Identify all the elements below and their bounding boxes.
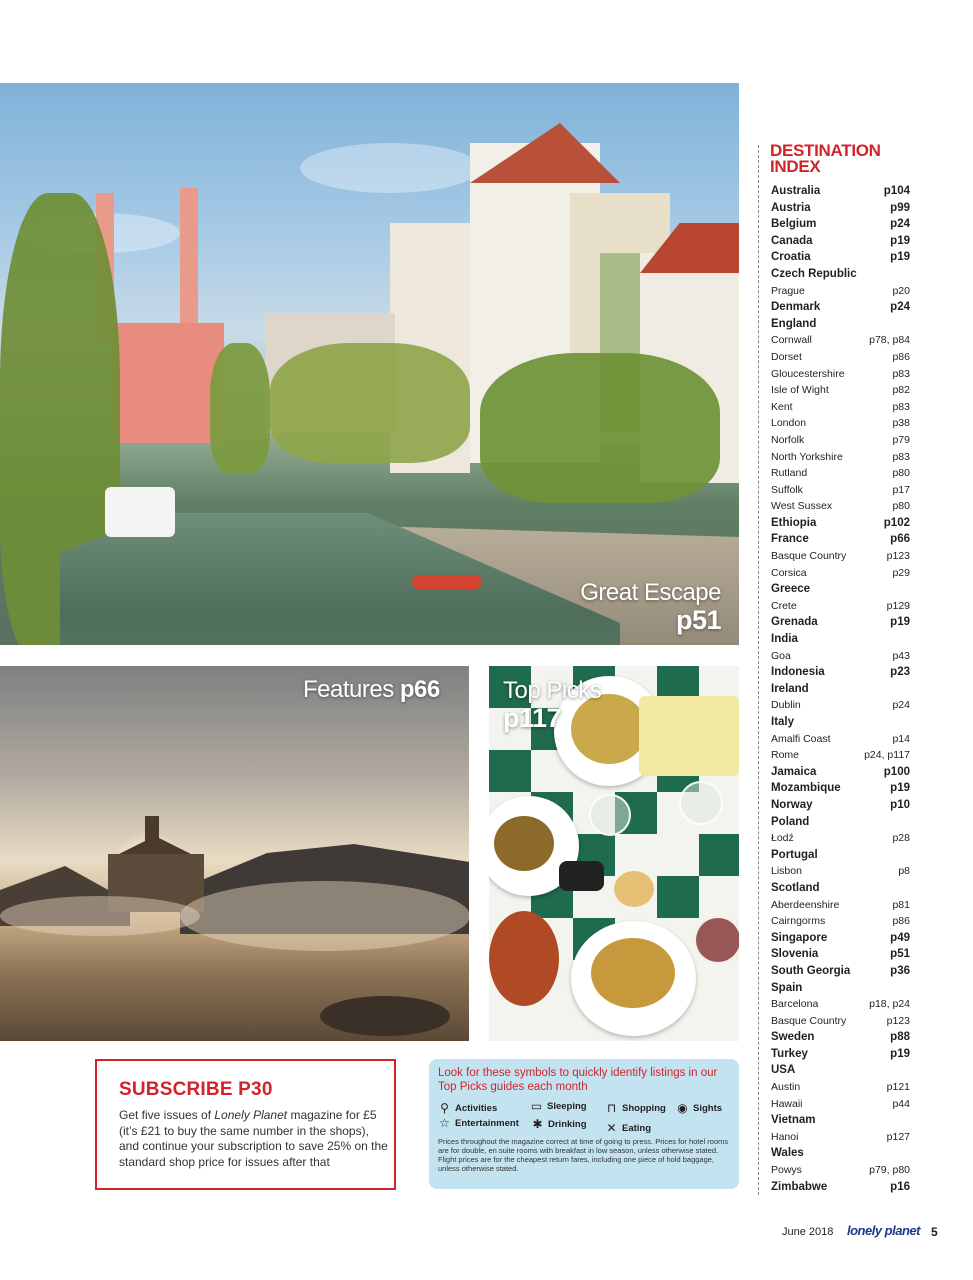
index-country-row[interactable] bbox=[771, 946, 910, 963]
index-place-row[interactable] bbox=[771, 697, 910, 714]
index-country-row[interactable] bbox=[771, 581, 910, 598]
index-entry-name: Poland bbox=[771, 815, 810, 828]
index-entry-name: Barcelona bbox=[771, 998, 819, 1011]
index-entry-name: West Sussex bbox=[771, 500, 833, 513]
subscribe-title[interactable]: SUBSCRIBE P30 bbox=[119, 1079, 273, 1100]
index-entry-name: Scotland bbox=[771, 881, 820, 894]
index-country-row[interactable] bbox=[771, 1029, 910, 1046]
index-place-row[interactable] bbox=[771, 863, 910, 880]
index-entry-page: p79 bbox=[892, 433, 910, 446]
index-place-row[interactable] bbox=[771, 913, 910, 930]
key-drinking-label: Drinking bbox=[548, 1118, 587, 1130]
index-entry-name: India bbox=[771, 633, 798, 646]
index-entry-page: p28 bbox=[892, 832, 910, 845]
index-entry-name: South Georgia bbox=[771, 964, 851, 977]
index-entry-name: Dublin bbox=[771, 699, 801, 712]
index-entry-page: p24 bbox=[892, 699, 910, 712]
index-country-row[interactable] bbox=[771, 531, 910, 548]
index-country-row[interactable] bbox=[771, 1062, 910, 1079]
index-entry-name: Portugal bbox=[771, 848, 818, 861]
index-entry-page: p86 bbox=[892, 915, 910, 928]
top-picks-label[interactable]: Top Picks bbox=[503, 677, 602, 704]
index-entry-page: p83 bbox=[892, 450, 910, 463]
index-entry-page: p8 bbox=[898, 865, 910, 878]
index-entry-name: Aberdeenshire bbox=[771, 898, 840, 911]
index-entry-name: Łodź bbox=[771, 832, 794, 845]
key-activities-label: Activities bbox=[455, 1102, 498, 1114]
index-entry-name: Rutland bbox=[771, 467, 808, 480]
index-entry-page: p16 bbox=[890, 1180, 910, 1193]
cutlery-icon: ✕ bbox=[606, 1121, 617, 1135]
key-entertainment bbox=[438, 1116, 519, 1130]
index-country-row[interactable] bbox=[771, 780, 910, 797]
index-place-row[interactable] bbox=[771, 1079, 910, 1096]
key-sleeping-label: Sleeping bbox=[547, 1100, 587, 1112]
index-entry-name: Basque Country bbox=[771, 1014, 847, 1027]
index-entry-page: p78, p84 bbox=[869, 334, 910, 347]
index-entry-name: Powys bbox=[771, 1164, 802, 1177]
index-entry-name: North Yorkshire bbox=[771, 450, 843, 463]
index-place-row[interactable] bbox=[771, 548, 910, 565]
bag-icon: ⊓ bbox=[606, 1101, 617, 1115]
features-photo-chapel bbox=[0, 666, 469, 1041]
index-country-row[interactable] bbox=[771, 664, 910, 681]
index-entry-name: Wales bbox=[771, 1147, 804, 1160]
index-place-row[interactable] bbox=[771, 565, 910, 582]
lonely-planet-logo: lonely planet bbox=[847, 1223, 920, 1238]
index-country-row[interactable] bbox=[771, 631, 910, 648]
eye-icon: ◉ bbox=[677, 1101, 688, 1115]
index-entry-page: p20 bbox=[892, 284, 910, 297]
index-country-row[interactable] bbox=[771, 614, 910, 631]
index-place-row[interactable] bbox=[771, 1096, 910, 1113]
key-sights bbox=[676, 1101, 722, 1115]
index-entry-page: p121 bbox=[886, 1081, 910, 1094]
key-sights-label: Sights bbox=[693, 1102, 723, 1114]
index-entry-name: Cairngorms bbox=[771, 915, 826, 928]
index-entry-page: p123 bbox=[886, 550, 910, 563]
key-eating-label: Eating bbox=[622, 1122, 652, 1134]
index-entry-name: Mozambique bbox=[771, 782, 841, 795]
index-entry-page: p66 bbox=[890, 533, 910, 546]
index-entry-page: p10 bbox=[890, 798, 910, 811]
destination-index-title bbox=[770, 143, 910, 175]
index-entry-page: p129 bbox=[886, 599, 910, 612]
index-entry-name: Spain bbox=[771, 981, 803, 994]
index-entry-page: p100 bbox=[883, 765, 910, 778]
index-country-row[interactable] bbox=[771, 233, 910, 250]
index-entry-name: Canada bbox=[771, 234, 813, 247]
symbols-key-box bbox=[429, 1059, 739, 1189]
index-entry-page: p24, p117 bbox=[864, 749, 910, 762]
index-entry-name: Ireland bbox=[771, 682, 809, 695]
index-entry-name: Italy bbox=[771, 716, 795, 728]
index-entry-name: Norfolk bbox=[771, 433, 805, 446]
prices-note: Prices throughout the magazine correct at time of going to press. Prices for hotel rooms are for double, en suite rooms with breakfast in low season, unless otherwise stated. Flight prices are for the cheapest return fares, including one piece of hold baggage, unless otherwise stated. bbox=[438, 1137, 729, 1173]
index-entry-name: Slovenia bbox=[771, 948, 819, 961]
index-country-row[interactable] bbox=[771, 266, 910, 283]
index-country-row[interactable] bbox=[771, 764, 910, 781]
index-place-row[interactable] bbox=[771, 449, 910, 466]
destination-index-list bbox=[771, 183, 910, 1195]
page-number: 5 bbox=[931, 1225, 938, 1239]
index-entry-page: p102 bbox=[883, 516, 910, 529]
index-entry-name: Basque Country bbox=[771, 550, 847, 563]
index-entry-page: p44 bbox=[892, 1097, 910, 1110]
index-entry-name: Vietnam bbox=[771, 1114, 816, 1127]
index-entry-page: p123 bbox=[886, 1014, 910, 1027]
key-shopping-label: Shopping bbox=[622, 1102, 666, 1114]
pin-icon: ⚲ bbox=[440, 1101, 449, 1115]
index-entry-name: Amalfi Coast bbox=[771, 732, 831, 745]
index-entry-page: p18, p24 bbox=[869, 998, 910, 1011]
index-entry-page: p86 bbox=[892, 350, 910, 363]
index-entry-name: Gloucestershire bbox=[771, 367, 845, 380]
index-entry-name: Prague bbox=[771, 284, 805, 297]
index-country-row[interactable] bbox=[771, 200, 910, 217]
index-entry-name: Czech Republic bbox=[771, 267, 857, 280]
index-place-row[interactable] bbox=[771, 465, 910, 482]
index-divider bbox=[758, 145, 759, 1195]
index-entry-name: Norway bbox=[771, 798, 813, 811]
features-page: p66 bbox=[399, 676, 440, 703]
index-entry-name: Ethiopia bbox=[771, 516, 817, 529]
index-country-row[interactable] bbox=[771, 299, 910, 316]
index-entry-name: Suffolk bbox=[771, 483, 803, 496]
index-place-row[interactable] bbox=[771, 498, 910, 515]
index-place-row[interactable] bbox=[771, 283, 910, 300]
index-entry-page: p29 bbox=[892, 566, 910, 579]
index-entry-page: p82 bbox=[892, 384, 910, 397]
index-country-row[interactable] bbox=[771, 797, 910, 814]
index-place-row[interactable] bbox=[771, 382, 910, 399]
index-entry-page: p80 bbox=[892, 467, 910, 480]
index-entry-name: Croatia bbox=[771, 251, 811, 264]
subscribe-box[interactable] bbox=[95, 1059, 396, 1190]
index-entry-name: Isle of Wight bbox=[771, 384, 829, 397]
subscribe-body bbox=[119, 1108, 389, 1170]
index-place-row[interactable] bbox=[771, 349, 910, 366]
subscribe-body-start: Get five issues of bbox=[119, 1108, 215, 1122]
great-escape-page[interactable]: p51 bbox=[675, 605, 721, 635]
key-drinking bbox=[531, 1117, 587, 1131]
index-entry-page: p80 bbox=[892, 500, 910, 513]
index-place-row[interactable] bbox=[771, 482, 910, 499]
index-entry-page: p24 bbox=[890, 218, 910, 231]
index-entry-name: France bbox=[771, 533, 809, 546]
index-place-row[interactable] bbox=[771, 332, 910, 349]
index-country-row[interactable] bbox=[771, 1179, 910, 1196]
index-entry-name: Belgium bbox=[771, 218, 817, 231]
index-entry-page: p36 bbox=[890, 964, 910, 977]
index-entry-name: Crete bbox=[771, 599, 797, 612]
index-entry-page: p23 bbox=[890, 666, 910, 679]
index-entry-name: England bbox=[771, 317, 817, 330]
index-country-row[interactable] bbox=[771, 216, 910, 233]
key-eating bbox=[605, 1121, 651, 1135]
index-entry-page: p24 bbox=[890, 301, 910, 314]
index-entry-page: p38 bbox=[892, 417, 910, 430]
index-entry-page: p19 bbox=[890, 1047, 910, 1060]
index-entry-page: p19 bbox=[890, 616, 910, 629]
index-country-row[interactable] bbox=[771, 963, 910, 980]
index-place-row[interactable] bbox=[771, 648, 910, 665]
key-entertainment-label: Entertainment bbox=[455, 1117, 519, 1129]
index-place-row[interactable] bbox=[771, 747, 910, 764]
index-place-row[interactable] bbox=[771, 830, 910, 847]
index-entry-page: p43 bbox=[892, 649, 910, 662]
index-country-row[interactable] bbox=[771, 714, 910, 731]
index-place-row[interactable] bbox=[771, 731, 910, 748]
great-escape-label[interactable]: Great Escape bbox=[580, 579, 721, 606]
index-country-row[interactable] bbox=[771, 249, 910, 266]
index-place-row[interactable] bbox=[771, 432, 910, 449]
index-country-row[interactable] bbox=[771, 880, 910, 897]
index-entry-name: Australia bbox=[771, 185, 821, 197]
index-country-row[interactable] bbox=[771, 515, 910, 532]
index-place-row[interactable] bbox=[771, 366, 910, 383]
key-activities bbox=[438, 1101, 497, 1115]
index-entry-page: p99 bbox=[890, 201, 910, 214]
index-entry-name: Singapore bbox=[771, 931, 828, 944]
bed-icon: ▭ bbox=[530, 1099, 543, 1113]
index-entry-page: p127 bbox=[886, 1130, 910, 1143]
index-entry-name: Indonesia bbox=[771, 666, 825, 679]
index-place-row[interactable] bbox=[771, 598, 910, 615]
index-entry-name: Greece bbox=[771, 583, 811, 596]
symbols-key-intro: Look for these symbols to quickly identify listings in our Top Picks guides each month bbox=[438, 1067, 718, 1093]
index-entry-name: Hawaii bbox=[771, 1097, 803, 1110]
index-entry-page: p81 bbox=[892, 898, 910, 911]
index-entry-name: Kent bbox=[771, 400, 793, 413]
index-entry-page: p51 bbox=[890, 948, 910, 961]
index-entry-name: Austin bbox=[771, 1081, 801, 1094]
index-entry-name: Dorset bbox=[771, 350, 802, 363]
index-country-row[interactable] bbox=[771, 814, 910, 831]
index-title-line1: DESTINATION bbox=[770, 141, 881, 160]
index-entry-name: Hanoi bbox=[771, 1130, 799, 1143]
key-sleeping bbox=[530, 1099, 587, 1113]
index-country-row[interactable] bbox=[771, 1046, 910, 1063]
index-entry-name: Lisbon bbox=[771, 865, 802, 878]
index-entry-page: p17 bbox=[892, 483, 910, 496]
index-entry-name: Corsica bbox=[771, 566, 807, 579]
index-entry-name: Rome bbox=[771, 749, 800, 762]
index-title-line2: INDEX bbox=[770, 157, 821, 176]
index-entry-page: p19 bbox=[890, 782, 910, 795]
index-entry-page: p14 bbox=[892, 732, 910, 745]
features-label[interactable] bbox=[303, 678, 440, 702]
hero-photo-ljubljana bbox=[0, 83, 739, 645]
index-country-row[interactable] bbox=[771, 1112, 910, 1129]
index-place-row[interactable] bbox=[771, 1129, 910, 1146]
index-entry-name: Austria bbox=[771, 201, 811, 214]
index-place-row[interactable] bbox=[771, 415, 910, 432]
index-entry-name: Grenada bbox=[771, 616, 818, 629]
index-entry-name: London bbox=[771, 417, 807, 430]
index-entry-page: p104 bbox=[883, 185, 910, 197]
index-place-row[interactable] bbox=[771, 399, 910, 416]
drinker-icon: ✱ bbox=[532, 1117, 543, 1131]
index-entry-name: Turkey bbox=[771, 1047, 808, 1060]
index-entry-page: p83 bbox=[892, 367, 910, 380]
index-country-row[interactable] bbox=[771, 681, 910, 698]
index-entry-name: Denmark bbox=[771, 301, 821, 314]
index-entry-name: Cornwall bbox=[771, 334, 812, 347]
star-icon: ☆ bbox=[439, 1116, 450, 1130]
index-entry-page: p83 bbox=[892, 400, 910, 413]
index-country-row[interactable] bbox=[771, 316, 910, 333]
top-picks-page[interactable]: p117 bbox=[503, 703, 562, 733]
index-country-row[interactable] bbox=[771, 1145, 910, 1162]
index-entry-name: Jamaica bbox=[771, 765, 817, 778]
index-country-row[interactable] bbox=[771, 847, 910, 864]
index-entry-page: p19 bbox=[890, 234, 910, 247]
index-country-row[interactable] bbox=[771, 980, 910, 997]
index-place-row[interactable] bbox=[771, 996, 910, 1013]
index-place-row[interactable] bbox=[771, 1013, 910, 1030]
index-entry-page: p79, p80 bbox=[869, 1164, 910, 1177]
index-entry-page: p19 bbox=[890, 251, 910, 264]
subscribe-body-end: magazine for £5 (it’s £21 to buy the same number in the shops), and continue your subscription to save 25% on the standard shop price for issues after that bbox=[119, 1108, 388, 1169]
subscribe-body-magazine: Lonely Planet bbox=[214, 1108, 288, 1122]
index-entry-name: Sweden bbox=[771, 1031, 815, 1044]
index-entry-name: USA bbox=[771, 1064, 796, 1077]
features-label-text: Features bbox=[303, 676, 394, 703]
index-place-row[interactable] bbox=[771, 897, 910, 914]
index-entry-page: p88 bbox=[890, 1031, 910, 1044]
key-shopping bbox=[605, 1101, 666, 1115]
index-entry-name: Zimbabwe bbox=[771, 1180, 828, 1193]
index-place-row[interactable] bbox=[771, 1162, 910, 1179]
index-entry-page: p49 bbox=[890, 931, 910, 944]
issue-date: June 2018 bbox=[782, 1226, 834, 1238]
index-entry-name: Goa bbox=[771, 649, 791, 662]
index-country-row[interactable] bbox=[771, 930, 910, 947]
index-country-row[interactable] bbox=[771, 183, 910, 200]
